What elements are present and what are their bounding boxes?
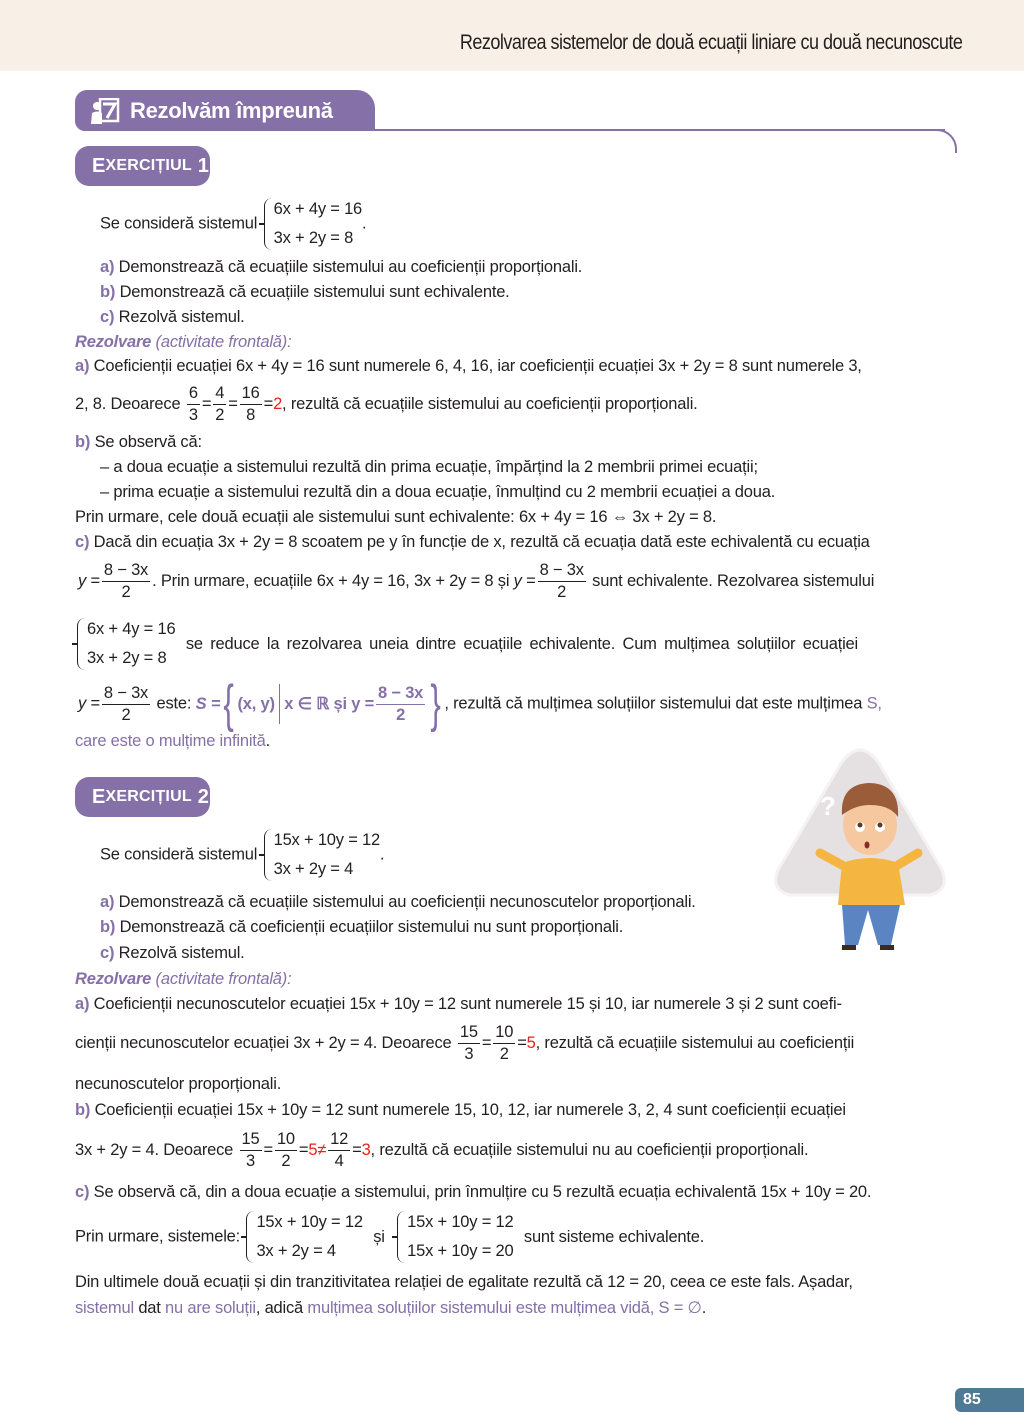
text-highlight: mulțimea soluțiilor sistemului este mulțimea vidă, S = ∅ (307, 1299, 702, 1317)
ratio-value: 2 (273, 394, 283, 413)
ex2-part-b-line2: 3x + 2y = 4. Deoarece $\frac{15}{3}$ = $\frac{10}{2}$ =5≠ $\frac{12}{4}$ =3, rezultă că ecuațiile sistemului nu au coeficienții proporționali. (75, 1130, 809, 1170)
ex2-part-a-line3: necunoscutelor proporționali. (75, 1075, 282, 1093)
part-text: 2, 8. Deoarece (75, 395, 181, 413)
solution-set: S = { (x, y) x ∈ ℝ și y = $\frac{8 - 3x}{2}$ } (195, 675, 441, 733)
confused-boy-icon (770, 745, 950, 955)
part-text: sunt echivalente. Rezolvarea sistemului (592, 571, 875, 590)
ex2-part-a-line1 (75, 995, 842, 1014)
part-text: 3x + 2y = 4. Deoarece (75, 1140, 234, 1159)
part-text: Coeficienții ecuației 6x + 4y = 16 sunt numerele 6, 4, 16, iar coeficienții ecuației 3x + 2y = 8 sunt numerele 3, (93, 357, 862, 375)
section-title: Rezolvăm împreună (130, 97, 333, 123)
ex1-system (262, 195, 362, 253)
ex1-part-c-line3 (75, 615, 858, 673)
task-text: Demonstrează că ecuațiile sistemului sunt echivalente. (119, 283, 510, 301)
set-lhs: S = (195, 694, 221, 713)
solution-note: (activitate frontală): (155, 970, 292, 988)
badge-number: 2 (197, 785, 210, 808)
part-label: b) (75, 433, 91, 451)
set-name: S, (866, 694, 882, 713)
task-text: Demonstrează că ecuațiile sistemului au coeficienții proporționali. (118, 258, 583, 276)
fraction: $\frac{12}{4}$ (330, 1130, 349, 1170)
text-highlight: sistemul (75, 1299, 134, 1317)
part-text: . Prin urmare, ecuațiile 6x + 4y = 16, 3x + 2y = 8 și (152, 571, 510, 590)
part-text: este: (156, 694, 192, 713)
part-text: , rezultă că ecuațiile sistemului au coeficienții proporționali. (282, 394, 698, 413)
task-text: Demonstrează că ecuațiile sistemului au coeficienții necunoscutelor proporționali. (118, 893, 696, 911)
task-text: Rezolvă sistemul. (118, 944, 245, 962)
ratio-value: 5 (308, 1140, 318, 1159)
ratio-value: 5 (526, 1033, 536, 1052)
part-text: , rezultă că ecuațiile sistemului nu au coeficienții proporționali. (370, 1140, 809, 1159)
ex2-system-original (244, 1208, 362, 1266)
ex2-part-b-line1 (75, 1101, 846, 1120)
ex1-task-c (100, 308, 245, 327)
ex1-part-b-item1: – a doua ecuație a sistemului rezultă din prima ecuație, împărțind la 2 membrii primei ecuații; (100, 458, 758, 476)
fraction: $\frac{10}{2}$ (495, 1023, 514, 1063)
section-divider (370, 129, 945, 131)
equation-1: 6x + 4y = 16 (87, 620, 176, 638)
ex2-system-equivalent (395, 1208, 513, 1266)
ex1-part-b-item2: – prima ecuație a sistemului rezultă din a doua ecuație, înmulțind cu 2 membrii ecuației a doua. (100, 483, 776, 501)
exercise-2-badge (75, 777, 210, 817)
equation-2: 3x + 2y = 8 (87, 649, 167, 667)
fraction: $\frac{15}{3}$ (459, 1023, 478, 1063)
set-element: (x, y) (237, 694, 275, 713)
ex1-part-c-line2: y = $\frac{8 - 3x}{2}$ . Prin urmare, ecuațiile 6x + 4y = 16, 3x + 2y = 8 și y = $\frac{8 - 3x}{2}$ sunt echivalente. Rezolvarea sistemului (78, 561, 875, 601)
part-text: Coeficienții ecuației 15x + 10y = 12 sunt numerele 15, 10, 12, iar numerele 3, 2, 4 sunt coeficienții ecuației (94, 1101, 846, 1119)
part-text: cienții necunoscutelor ecuației 3x + 2y = 4. Deoarece (75, 1033, 452, 1052)
ex1-system-repeat (75, 615, 175, 673)
fraction: $\frac{15}{3}$ (241, 1130, 260, 1170)
svg-text:?: ? (820, 791, 836, 821)
ex2-task-c (100, 944, 245, 963)
fraction: $\frac{8 - 3x}{2}$ (539, 561, 584, 601)
ex1-statement: Se consideră sistemul 6x + 4y = 16 3x + 2y = 8 . (100, 195, 366, 253)
ex1-part-c-line5: care este o mulțime infinită. (75, 732, 271, 750)
part-text: Se observă că, din a doua ecuație a sistemului, prin înmulțire cu 5 rezultă ecuația echivalentă 15x + 10y = 20. (93, 1183, 872, 1201)
ex2-task-b (100, 918, 623, 937)
equation-2: 15x + 10y = 20 (407, 1242, 514, 1260)
ratio-value: 3 (361, 1140, 371, 1159)
ex1-solution-heading (75, 333, 291, 352)
part-label: b) (75, 1101, 91, 1119)
equation-2: 3x + 2y = 8 (273, 229, 354, 247)
task-text: Demonstrează că coeficienții ecuațiilor sistemului nu sunt proporționali. (119, 918, 624, 936)
statement-text: Se consideră sistemul (100, 845, 258, 864)
ex2-part-c-line4: sistemul dat nu are soluții, adică mulțimea soluțiilor sistemului este mulțimea vidă, S = ∅. (75, 1299, 707, 1317)
teacher-board-icon (90, 98, 120, 124)
ex1-part-b-intro (75, 433, 202, 452)
ex1-part-b-conclusion: Prin urmare, cele două ecuații ale sistemului sunt echivalente: 6x + 4y = 16 ⇔ 3x + 2y = 8. (75, 508, 717, 526)
part-text: Coeficienții necunoscutelor ecuației 15x + 10y = 12 sunt numerele 15 și 10, iar numerele 3 și 2 sunt coefi- (93, 995, 842, 1013)
confused-boy-illustration (770, 745, 950, 955)
part-text: , rezultă că mulțimea soluțiilor sistemului dat este mulțimea (444, 694, 863, 713)
task-label: b) (100, 283, 116, 301)
equation-1: 15x + 10y = 12 (407, 1213, 514, 1231)
equation-2: 3x + 2y = 4 (256, 1242, 336, 1260)
ex2-part-c-line1 (75, 1183, 871, 1202)
badge-initial: E (92, 154, 106, 177)
page-header-title: Rezolvarea sistemelor de două ecuații liniare cu două necunoscute (459, 31, 962, 54)
fraction: $\frac{6}{3}$ (188, 384, 198, 424)
part-text: sunt sisteme echivalente. (523, 1227, 705, 1246)
part-label: a) (75, 995, 90, 1013)
part-text: Se observă că: (94, 433, 202, 451)
ex2-solution-heading (75, 970, 291, 989)
part-text: Prin urmare, sistemele: (75, 1227, 241, 1246)
section-heading (75, 90, 375, 131)
task-label: a) (100, 893, 115, 911)
equation-1: 15x + 10y = 12 (256, 1213, 363, 1231)
fraction: $\frac{8 - 3x}{2}$ (378, 683, 424, 724)
part-text: Dacă din ecuația 3x + 2y = 8 scoatem pe y în funcție de x, rezultă că ecuația dată este echivalentă cu ecuația (93, 533, 870, 551)
part-text: , rezultă că ecuațiile sistemului au coeficienții (535, 1033, 855, 1052)
task-label: b) (100, 918, 116, 936)
task-label: c) (100, 944, 115, 962)
badge-text: XERCIȚIUL (105, 157, 192, 174)
task-label: a) (100, 258, 115, 276)
not-equal-sign: ≠ (317, 1140, 327, 1159)
ex2-part-a-line2: cienții necunoscutelor ecuației 3x + 2y = 4. Deoarece $\frac{15}{3}$ = $\frac{10}{2}$ =5, rezultă că ecuațiile sistemului au coeficienții (75, 1023, 855, 1063)
solution-note: (activitate frontală): (155, 333, 292, 351)
text: dat (138, 1299, 161, 1317)
equation-2: 3x + 2y = 4 (273, 860, 354, 878)
ex1-task-b (100, 283, 510, 302)
fraction: $\frac{8 - 3x}{2}$ (103, 683, 149, 724)
part-label: c) (75, 533, 90, 551)
part-text: se reduce la rezolvarea uneia dintre ecuațiile echivalente. Cum mulțimea soluțiilor ecuației (185, 634, 859, 653)
ex1-part-a-line1 (75, 357, 862, 376)
ex2-part-c-line3: Din ultimele două ecuații și din tranzitivitatea relației de egalitate rezultă că 12 = 20, ceea ce este fals. Așadar, (75, 1273, 853, 1291)
solution-label: Rezolvare (75, 970, 152, 988)
badge-initial: E (92, 785, 106, 808)
fraction: $\frac{10}{2}$ (276, 1130, 295, 1170)
text: , adică (255, 1299, 304, 1317)
text-highlight: nu are soluții (165, 1299, 256, 1317)
ex1-part-c-line1 (75, 533, 870, 552)
ex1-part-a-line2: 2, 8. Deoarece $\frac{6}{3}$ = $\frac{4}{2}$ = $\frac{16}{8}$ =2, rezultă că ecuațiile sistemului au coeficienții proporționali. (75, 384, 698, 424)
fraction: $\frac{16}{8}$ (241, 384, 260, 424)
fraction: $\frac{4}{2}$ (215, 384, 225, 424)
ex1-task-a (100, 258, 582, 277)
part-label: a) (75, 357, 90, 375)
task-label: c) (100, 308, 115, 326)
badge-number: 1 (197, 154, 210, 177)
ex2-task-a (100, 893, 696, 912)
page-number: 85 (955, 1388, 1024, 1412)
equation-1: 6x + 4y = 16 (273, 200, 363, 218)
equation-1: 15x + 10y = 12 (273, 831, 380, 849)
solution-label: Rezolvare (75, 333, 152, 351)
section-divider-curve (925, 129, 957, 153)
exercise-1-badge (75, 146, 210, 186)
task-text: Rezolvă sistemul. (118, 308, 245, 326)
ex1-part-c-line4: y = $\frac{8 - 3x}{2}$ este: S = { (x, y) x ∈ ℝ și y = $\frac{8 - 3x}{2}$ } , rezultă că mulțimea soluțiilor sistemului dat este mulțimea S, (78, 675, 882, 733)
badge-text: XERCIȚIUL (105, 788, 192, 805)
ex2-system (262, 826, 380, 884)
part-label: c) (75, 1183, 90, 1201)
conjunction: și (373, 1227, 385, 1246)
set-condition: x ∈ ℝ și y = (284, 695, 375, 713)
fraction: $\frac{8 - 3x}{2}$ (103, 561, 149, 601)
part-text: care este o mulțime infinită (75, 732, 266, 750)
ex2-part-c-line2 (75, 1208, 704, 1266)
statement-text: Se consideră sistemul (100, 214, 258, 233)
ex2-statement: Se consideră sistemul 15x + 10y = 12 3x + 2y = 4 . (100, 826, 384, 884)
